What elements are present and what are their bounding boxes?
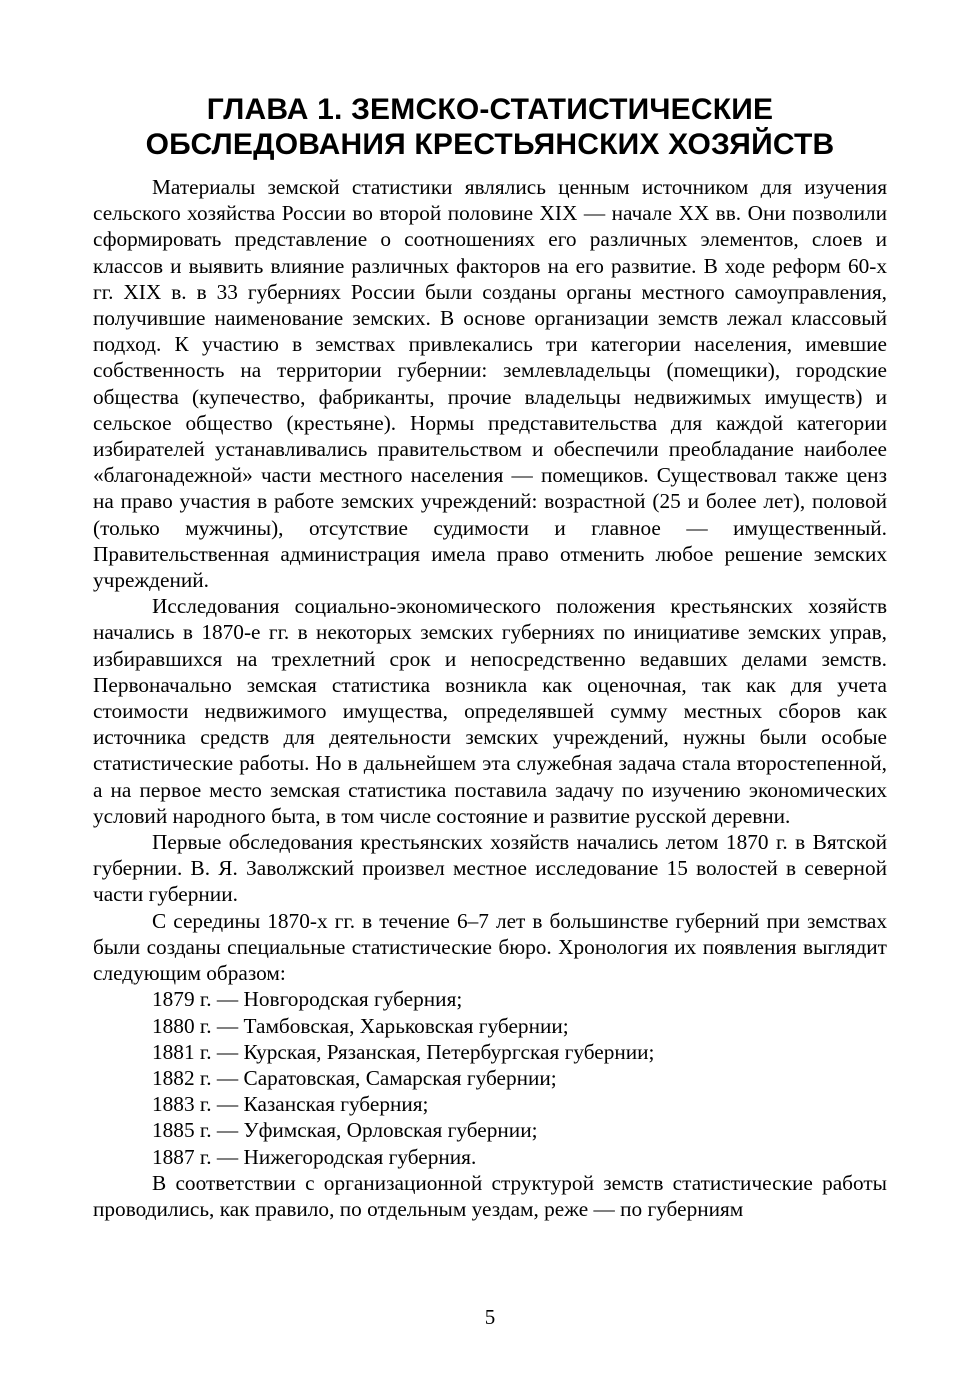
list-item: 1883 г. — Казанская губерния; [152,1092,429,1117]
list-item: 1882 г. — Саратовская, Самарская губернии; [152,1065,557,1090]
list-item: 1880 г. — Тамбовская, Харьковская губернии; [152,1013,569,1038]
page-content [93,92,887,1222]
paragraph-zemstvo-materials: Материалы земской статистики являлись ценным источником для изучения сельского хозяйства России во второй половине XIX — начале XX вв. Они позволили сформировать представление о соотношениях его различных элементов, слоев и классов и выявить влияние различных факторов на его развитие. В ходе реформ 60-х гг. XIX в. в 33 губерниях России были созданы органы местного самоуправления, получившие наименование земских. В основе организации земств лежал классовый подход. К участию в земствах привлекались три категории населения, имевшие собственность на территории губернии: землевладельцы (помещики), городские общества (купечество, фабриканты, прочие владельцы недвижимых имуществ) и сельское общество (крестьяне). Нормы представительства для каждой категории избирателей устанавливались правительством и обеспечили преобладание наиболее «благонадежной» части местного населения — помещиков. Существовал также ценз на право участия в работе земских учреждений: возрастной (25 и более лет), половой (только мужчины), отсутствие судимости и главное — имущественный. Правительственная администрация имела право отменить любое решение земских учреждений. [93,175,887,593]
paragraph-statistical-bureaus: С середины 1870-х гг. в течение 6–7 лет в большинстве губерний при земствах были созданы специальные статистические бюро. Хронология их появления выглядит следующим образом: [93,908,887,986]
paragraph-first-surveys: Первые обследования крестьянских хозяйств начались летом 1870 г. в Вятской губернии. В. Я. Заволжский произвел местное исследование 15 волостей в северной части губернии. [93,830,887,907]
body-text [93,174,887,1222]
chapter-title-line-2: ОБСЛЕДОВАНИЯ КРЕСТЬЯНСКИХ ХОЗЯЙСТВ [145,128,835,161]
chapter-title-line-1: ГЛАВА 1. ЗЕМСКО-СТАТИСТИЧЕСКИЕ [206,93,774,126]
list-item: 1887 г. — Нижегородская губерния. [152,1144,477,1169]
page-number: 5 [484,1305,496,1329]
list-item: 1879 г. — Новгородская губерния; [152,987,463,1012]
paragraph-organizational-structure: В соответствии с организационной структурой земств статистические работы проводились, как правило, по отдельным уездам, реже — по губерниям [93,1170,887,1221]
list-item: 1881 г. — Курская, Рязанская, Петербургская губернии; [152,1039,655,1064]
paragraph-research-start: Исследования социально-экономического положения крестьянских хозяйств начались в 1870-е гг. в некоторых земских губерниях по инициативе земских управ, избиравшихся на трехлетний срок и непосредственно ведавших делами земств. Первоначально земская статистика возникла как оценочная, так как для учета стоимости недвижимого имущества, определявшей сумму местных сборов как источника средств для деятельности земских учреждений, нужны были особые статистические работы. Но в дальнейшем эта служебная задача стала второстепенной, а на первое место земская статистика поставила задачу по изучению экономических условий народного быта, в том числе состояние и развитие русской деревни. [93,594,887,828]
list-item: 1885 г. — Уфимская, Орловская губернии; [152,1118,538,1143]
chronology-list [93,986,887,1169]
chapter-title [93,92,887,162]
